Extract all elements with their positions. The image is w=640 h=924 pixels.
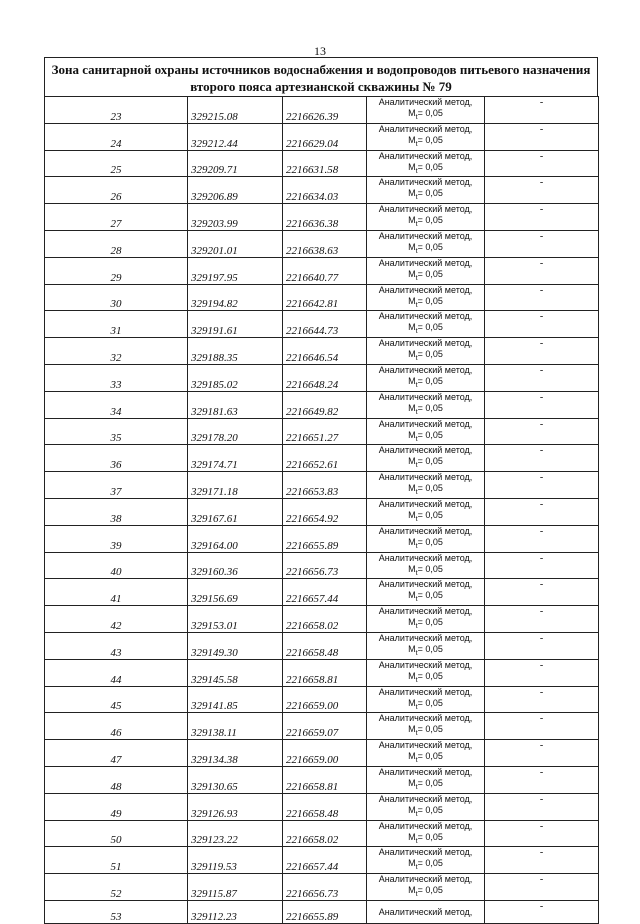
title-line-2: второго пояса артезианской скважины № 79: [190, 79, 452, 94]
method-accuracy: $M_t= 0,05$: [408, 268, 443, 282]
table-row: [45, 311, 599, 338]
method-accuracy: $M_t= 0,05$: [408, 697, 443, 711]
method-cell: [367, 740, 485, 767]
point-number-cell: 40: [45, 552, 188, 579]
method-accuracy: $M_t= 0,05$: [408, 108, 443, 121]
point-number-cell: 39: [45, 525, 188, 552]
table-title: [44, 57, 598, 96]
method-accuracy: $M_t= 0,05$: [408, 188, 443, 202]
method-label: Аналитический метод,: [378, 874, 473, 885]
note-cell: -: [485, 847, 599, 874]
x-coordinate-cell: 329188.35: [188, 338, 283, 365]
method-accuracy: $M_t= 0,05$: [408, 349, 443, 362]
method-accuracy: $M_t= 0,05$: [408, 751, 443, 764]
table-row: [45, 820, 599, 847]
y-coordinate-cell: 2216634.03: [283, 177, 367, 204]
method-cell: [367, 123, 485, 150]
note-cell: -: [485, 311, 599, 338]
table-row: [45, 391, 599, 418]
method-cell: [367, 364, 485, 391]
method-cell: [367, 793, 485, 820]
method-accuracy: $M_t= 0,05$: [408, 563, 443, 577]
note-cell: -: [485, 284, 599, 311]
note-cell: -: [485, 766, 599, 793]
method-label: Аналитический метод,: [378, 391, 473, 402]
coordinates-table-body: [45, 97, 599, 924]
note-cell: -: [485, 632, 599, 659]
method-accuracy: $M_t= 0,05$: [408, 295, 443, 309]
method-accuracy: $M_t= 0,05$: [408, 375, 443, 389]
y-coordinate-cell: 2216629.04: [283, 123, 367, 150]
note-cell: -: [485, 364, 599, 391]
y-coordinate-cell: 2216655.89: [283, 900, 367, 924]
y-coordinate-cell: 2216653.83: [283, 472, 367, 499]
method-label: Аналитический метод,: [378, 204, 473, 215]
x-coordinate-cell: 329185.02: [188, 364, 283, 391]
method-accuracy: $M_t= 0,05$: [408, 670, 443, 684]
method-label: Аналитический метод,: [378, 97, 473, 107]
note-cell: -: [485, 498, 599, 525]
note-cell: -: [485, 230, 599, 257]
method-cell: [367, 177, 485, 204]
method-label: Аналитический метод,: [378, 552, 473, 563]
y-coordinate-cell: 2216648.24: [283, 364, 367, 391]
method-label: Аналитический метод,: [378, 257, 473, 268]
note-cell: -: [485, 525, 599, 552]
point-number-cell: 46: [45, 713, 188, 740]
point-number-cell: 31: [45, 311, 188, 338]
method-label: Аналитический метод,: [378, 338, 473, 349]
method-label: Аналитический метод,: [378, 713, 473, 724]
x-coordinate-cell: 329123.22: [188, 820, 283, 847]
point-number-cell: 30: [45, 284, 188, 311]
method-accuracy: $M_t= 0,05$: [408, 161, 443, 175]
table-row: [45, 123, 599, 150]
method-cell: [367, 445, 485, 472]
point-number-cell: 27: [45, 204, 188, 231]
method-label: Аналитический метод,: [378, 525, 473, 536]
method-accuracy: $M_t= 0,05$: [408, 643, 443, 657]
x-coordinate-cell: 329215.08: [188, 97, 283, 124]
x-coordinate-cell: 329171.18: [188, 472, 283, 499]
y-coordinate-cell: 2216659.07: [283, 713, 367, 740]
method-cell: [367, 847, 485, 874]
method-accuracy: $M_t= 0,05$: [408, 215, 443, 228]
method-accuracy: $M_t= 0,05$: [408, 456, 443, 470]
table-row: [45, 364, 599, 391]
table-row: [45, 177, 599, 204]
page-number: 13: [314, 44, 326, 58]
point-number-cell: 53: [45, 900, 188, 924]
method-label: Аналитический метод,: [378, 284, 473, 295]
table-row: [45, 874, 599, 901]
table-row: [45, 793, 599, 820]
method-accuracy: $M_t= 0,05$: [408, 483, 443, 496]
x-coordinate-cell: 329194.82: [188, 284, 283, 311]
method-cell: [367, 874, 485, 901]
y-coordinate-cell: 2216652.61: [283, 445, 367, 472]
point-number-cell: 36: [45, 445, 188, 472]
table-row: [45, 659, 599, 686]
note-cell: -: [485, 177, 599, 204]
x-coordinate-cell: 329153.01: [188, 606, 283, 633]
method-label: Аналитический метод,: [378, 445, 473, 456]
method-label: Аналитический метод,: [378, 659, 473, 670]
point-number-cell: 37: [45, 472, 188, 499]
point-number-cell: 25: [45, 150, 188, 177]
y-coordinate-cell: 2216658.48: [283, 793, 367, 820]
x-coordinate-cell: 329167.61: [188, 498, 283, 525]
table-row: [45, 498, 599, 525]
method-label: Аналитический метод,: [378, 740, 473, 751]
method-accuracy: $M_t= 0,05$: [408, 804, 443, 818]
note-cell: -: [485, 204, 599, 231]
method-accuracy: $M_t= 0,05$: [408, 536, 443, 550]
method-label: Аналитический метод,: [378, 579, 473, 590]
point-number-cell: 33: [45, 364, 188, 391]
x-coordinate-cell: 329206.89: [188, 177, 283, 204]
x-coordinate-cell: 329212.44: [188, 123, 283, 150]
method-cell: [367, 579, 485, 606]
x-coordinate-cell: 329149.30: [188, 632, 283, 659]
method-label: Аналитический метод,: [378, 230, 473, 241]
method-accuracy: $M_t= 0,05$: [408, 402, 443, 416]
method-accuracy: $M_t= 0,05$: [408, 858, 443, 872]
note-cell: -: [485, 97, 599, 124]
point-number-cell: 41: [45, 579, 188, 606]
note-cell: -: [485, 820, 599, 847]
method-cell: [367, 472, 485, 499]
y-coordinate-cell: 2216642.81: [283, 284, 367, 311]
method-label: Аналитический метод,: [378, 820, 473, 831]
method-accuracy: $M_t= 0,05$: [408, 831, 443, 845]
x-coordinate-cell: 329156.69: [188, 579, 283, 606]
method-accuracy: $M_t= 0,05$: [408, 241, 443, 255]
method-label: Аналитический метод,: [378, 906, 473, 917]
method-accuracy: $M_t= 0,05$: [408, 322, 443, 336]
note-cell: -: [485, 579, 599, 606]
title-line-1: Зона санитарной охраны источников водоснабжения и водопроводов питьевого назначения: [51, 62, 591, 77]
method-label: Аналитический метод,: [378, 472, 473, 483]
point-number-cell: 38: [45, 498, 188, 525]
y-coordinate-cell: 2216658.81: [283, 766, 367, 793]
x-coordinate-cell: 329203.99: [188, 204, 283, 231]
method-cell: [367, 525, 485, 552]
table-row: [45, 257, 599, 284]
table-row: [45, 525, 599, 552]
method-label: Аналитический метод,: [378, 847, 473, 858]
table-row: [45, 97, 599, 124]
method-cell: [367, 284, 485, 311]
method-cell: [367, 204, 485, 231]
point-number-cell: 52: [45, 874, 188, 901]
y-coordinate-cell: 2216646.54: [283, 338, 367, 365]
y-coordinate-cell: 2216644.73: [283, 311, 367, 338]
x-coordinate-cell: 329134.38: [188, 740, 283, 767]
method-label: Аналитический метод,: [378, 793, 473, 804]
method-cell: [367, 311, 485, 338]
table-row: [45, 552, 599, 579]
method-label: Аналитический метод,: [378, 418, 473, 429]
method-accuracy: $M_t= 0,05$: [408, 134, 443, 148]
x-coordinate-cell: 329145.58: [188, 659, 283, 686]
table-row: [45, 740, 599, 767]
note-cell: -: [485, 713, 599, 740]
method-label: Аналитический метод,: [378, 123, 473, 134]
method-cell: [367, 338, 485, 365]
table-row: [45, 766, 599, 793]
method-label: Аналитический метод,: [378, 606, 473, 617]
method-accuracy: $M_t= 0,05$: [408, 724, 443, 738]
method-cell: [367, 391, 485, 418]
method-label: Аналитический метод,: [378, 766, 473, 777]
y-coordinate-cell: 2216649.82: [283, 391, 367, 418]
y-coordinate-cell: 2216626.39: [283, 97, 367, 124]
method-cell: [367, 606, 485, 633]
point-number-cell: 23: [45, 97, 188, 124]
method-label: Аналитический метод,: [378, 177, 473, 188]
note-cell: -: [485, 659, 599, 686]
point-number-cell: 43: [45, 632, 188, 659]
table-row: [45, 445, 599, 472]
method-cell: [367, 150, 485, 177]
note-cell: -: [485, 740, 599, 767]
y-coordinate-cell: 2216636.38: [283, 204, 367, 231]
y-coordinate-cell: 2216631.58: [283, 150, 367, 177]
point-number-cell: 35: [45, 418, 188, 445]
y-coordinate-cell: 2216655.89: [283, 525, 367, 552]
note-cell: -: [485, 472, 599, 499]
note-cell: -: [485, 686, 599, 713]
x-coordinate-cell: 329138.11: [188, 713, 283, 740]
table-row: [45, 900, 599, 924]
method-cell: [367, 552, 485, 579]
x-coordinate-cell: 329178.20: [188, 418, 283, 445]
x-coordinate-cell: 329115.87: [188, 874, 283, 901]
y-coordinate-cell: 2216658.02: [283, 606, 367, 633]
method-cell: [367, 632, 485, 659]
point-number-cell: 44: [45, 659, 188, 686]
note-cell: -: [485, 257, 599, 284]
method-cell: [367, 418, 485, 445]
point-number-cell: 51: [45, 847, 188, 874]
point-number-cell: 29: [45, 257, 188, 284]
x-coordinate-cell: 329126.93: [188, 793, 283, 820]
y-coordinate-cell: 2216658.48: [283, 632, 367, 659]
method-accuracy: $M_t= 0,05$: [408, 590, 443, 604]
note-cell: -: [485, 391, 599, 418]
method-label: Аналитический метод,: [378, 150, 473, 161]
method-label: Аналитический метод,: [378, 364, 473, 375]
table-row: [45, 230, 599, 257]
x-coordinate-cell: 329201.01: [188, 230, 283, 257]
x-coordinate-cell: 329164.00: [188, 525, 283, 552]
y-coordinate-cell: 2216658.02: [283, 820, 367, 847]
y-coordinate-cell: 2216656.73: [283, 874, 367, 901]
x-coordinate-cell: 329209.71: [188, 150, 283, 177]
y-coordinate-cell: 2216659.00: [283, 740, 367, 767]
method-accuracy: $M_t= 0,05$: [408, 429, 443, 443]
method-cell: [367, 686, 485, 713]
x-coordinate-cell: 329160.36: [188, 552, 283, 579]
table-row: [45, 579, 599, 606]
point-number-cell: 47: [45, 740, 188, 767]
method-cell: [367, 820, 485, 847]
x-coordinate-cell: 329197.95: [188, 257, 283, 284]
table-row: [45, 204, 599, 231]
point-number-cell: 45: [45, 686, 188, 713]
method-label: Аналитический метод,: [378, 686, 473, 697]
method-cell: [367, 97, 485, 124]
point-number-cell: 42: [45, 606, 188, 633]
note-cell: -: [485, 900, 599, 924]
method-accuracy: $M_t= 0,05$: [408, 777, 443, 791]
method-cell: [367, 900, 485, 924]
point-number-cell: 48: [45, 766, 188, 793]
y-coordinate-cell: 2216657.44: [283, 847, 367, 874]
note-cell: -: [485, 606, 599, 633]
table-row: [45, 472, 599, 499]
x-coordinate-cell: 329130.65: [188, 766, 283, 793]
note-cell: -: [485, 150, 599, 177]
x-coordinate-cell: 329141.85: [188, 686, 283, 713]
y-coordinate-cell: 2216638.63: [283, 230, 367, 257]
table-row: [45, 338, 599, 365]
table-row: [45, 632, 599, 659]
note-cell: -: [485, 123, 599, 150]
method-accuracy: $M_t= 0,05$: [408, 617, 443, 630]
point-number-cell: 50: [45, 820, 188, 847]
table-row: [45, 713, 599, 740]
note-cell: -: [485, 874, 599, 901]
note-cell: -: [485, 418, 599, 445]
table-row: [45, 606, 599, 633]
note-cell: -: [485, 445, 599, 472]
method-label: Аналитический метод,: [378, 311, 473, 322]
y-coordinate-cell: 2216654.92: [283, 498, 367, 525]
coordinates-sheet: [44, 57, 598, 924]
method-cell: [367, 659, 485, 686]
method-cell: [367, 713, 485, 740]
method-accuracy: $M_t= 0,05$: [408, 509, 443, 523]
method-label: Аналитический метод,: [378, 498, 473, 509]
point-number-cell: 24: [45, 123, 188, 150]
point-number-cell: 28: [45, 230, 188, 257]
x-coordinate-cell: 329191.61: [188, 311, 283, 338]
method-cell: [367, 230, 485, 257]
table-row: [45, 418, 599, 445]
y-coordinate-cell: 2216656.73: [283, 552, 367, 579]
note-cell: -: [485, 552, 599, 579]
y-coordinate-cell: 2216658.81: [283, 659, 367, 686]
method-cell: [367, 257, 485, 284]
table-row: [45, 847, 599, 874]
point-number-cell: 26: [45, 177, 188, 204]
coordinates-table: [44, 96, 599, 924]
point-number-cell: 49: [45, 793, 188, 820]
x-coordinate-cell: 329119.53: [188, 847, 283, 874]
method-accuracy: $M_t= 0,05$: [408, 885, 443, 898]
method-cell: [367, 766, 485, 793]
y-coordinate-cell: 2216659.00: [283, 686, 367, 713]
table-row: [45, 150, 599, 177]
point-number-cell: 34: [45, 391, 188, 418]
y-coordinate-cell: 2216651.27: [283, 418, 367, 445]
point-number-cell: 32: [45, 338, 188, 365]
table-row: [45, 284, 599, 311]
method-label: Аналитический метод,: [378, 632, 473, 643]
note-cell: -: [485, 793, 599, 820]
x-coordinate-cell: 329174.71: [188, 445, 283, 472]
method-cell: [367, 498, 485, 525]
x-coordinate-cell: 329112.23: [188, 900, 283, 924]
note-cell: -: [485, 338, 599, 365]
table-row: [45, 686, 599, 713]
x-coordinate-cell: 329181.63: [188, 391, 283, 418]
y-coordinate-cell: 2216657.44: [283, 579, 367, 606]
y-coordinate-cell: 2216640.77: [283, 257, 367, 284]
